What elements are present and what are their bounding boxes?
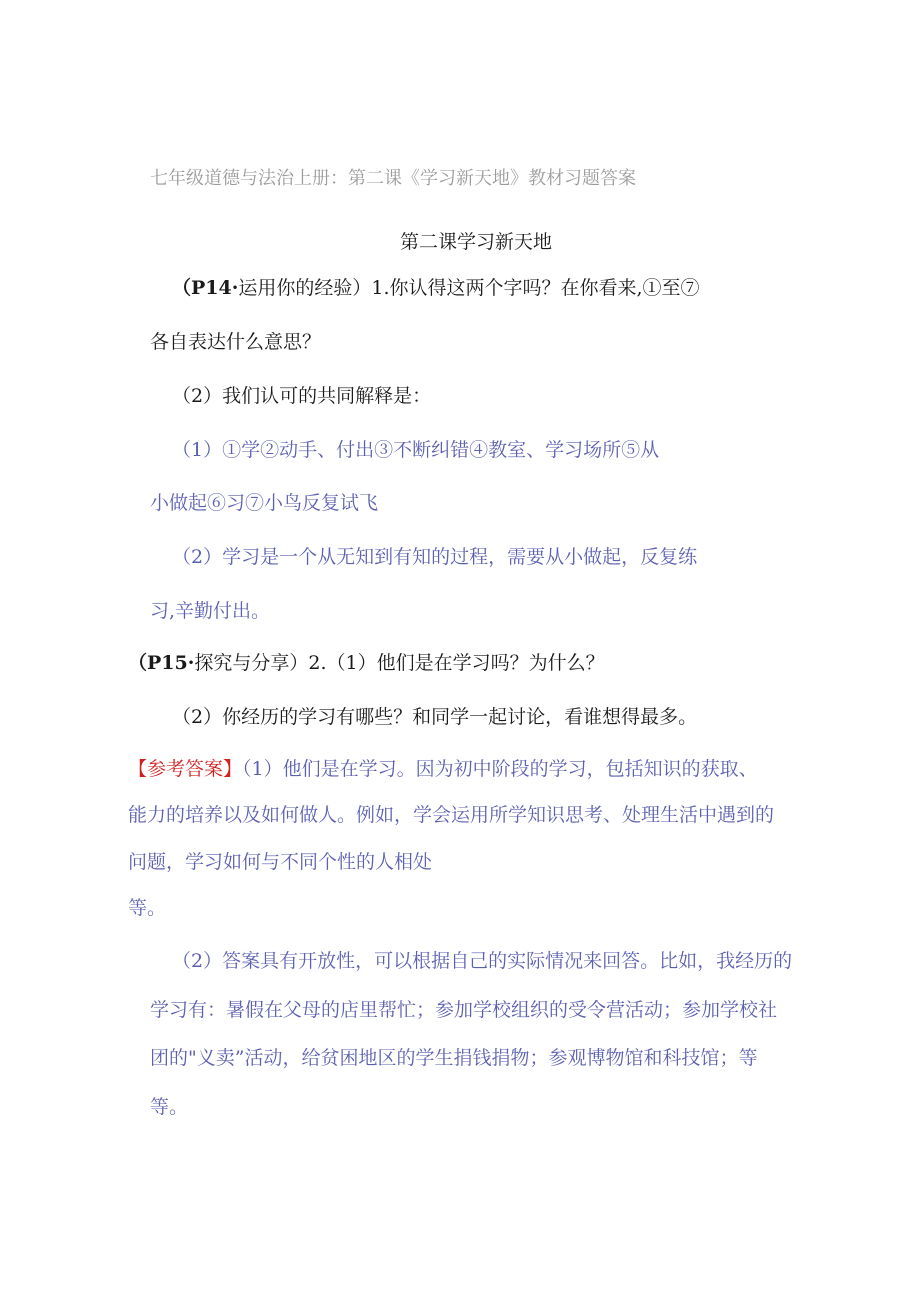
question-2-source: 探究与分享） xyxy=(194,652,309,674)
question-1-source: 运用你的经验） xyxy=(238,277,372,299)
answer-2-part-2-line-1: （2）答案具有开放性，可以根据自己的实际情况来回答。比如，我经历的 xyxy=(172,950,793,972)
answer-1-part-1-line-2: 小做起⑥习⑦小鸟反复试飞 xyxy=(150,492,379,514)
answer-2-part-2-line-4: 等。 xyxy=(150,1096,189,1118)
question-1-part-2: （2）我们认可的共同解释是： xyxy=(172,385,432,407)
question-2-part-2: （2）你经历的学习有哪些？和同学一起讨论，看谁想得最多。 xyxy=(172,706,698,728)
question-2-line-1 xyxy=(128,650,605,676)
answer-2-line-4: 等。 xyxy=(128,897,167,919)
answer-2-line-1 xyxy=(128,756,758,782)
question-1-line-1 xyxy=(172,275,700,301)
question-2-page-ref: （P15· xyxy=(128,652,195,674)
question-2-text: 2.（1）他们是在学习吗？为什么？ xyxy=(308,652,605,674)
reference-answer-label: 【参考答案】 xyxy=(128,758,243,780)
question-1-line-2: 各自表达什么意思？ xyxy=(150,331,322,353)
lesson-heading: 第二课学习新天地 xyxy=(400,231,553,253)
answer-1-part-1-line-1: （1）①学②动手、付出③不断纠错④教室、学习场所⑤从 xyxy=(172,439,660,461)
answer-1-part-2-line-1: （2）学习是一个从无知到有知的过程，需要从小做起，反复练 xyxy=(172,546,698,568)
document-title: 七年级道德与法治上册：第二课《学习新天地》教材习题答案 xyxy=(150,168,636,189)
answer-2-line-2: 能力的培养以及如何做人。例如，学会运用所学知识思考、处理生活中遇到的 xyxy=(128,804,775,826)
answer-1-part-2-line-2: 习,辛勤付出。 xyxy=(150,600,271,622)
question-1-text: 1.你认得这两个字吗？在你看来,①至⑦ xyxy=(371,277,700,299)
question-1-page-ref: （P14· xyxy=(172,277,239,299)
answer-2-part-2-line-3: 团的"义卖”活动，给贫困地区的学生捐钱捐物；参观博物馆和科技馆；等 xyxy=(150,1047,758,1069)
answer-2-part-2-line-2: 学习有：暑假在父母的店里帮忙；参加学校组织的受令营活动；参加学校社 xyxy=(150,999,778,1021)
answer-2-line-3: 问题，学习如何与不同个性的人相处 xyxy=(128,851,433,873)
answer-2-part-1-text: （1）他们是在学习。因为初中阶段的学习，包括知识的获取、 xyxy=(242,758,758,780)
